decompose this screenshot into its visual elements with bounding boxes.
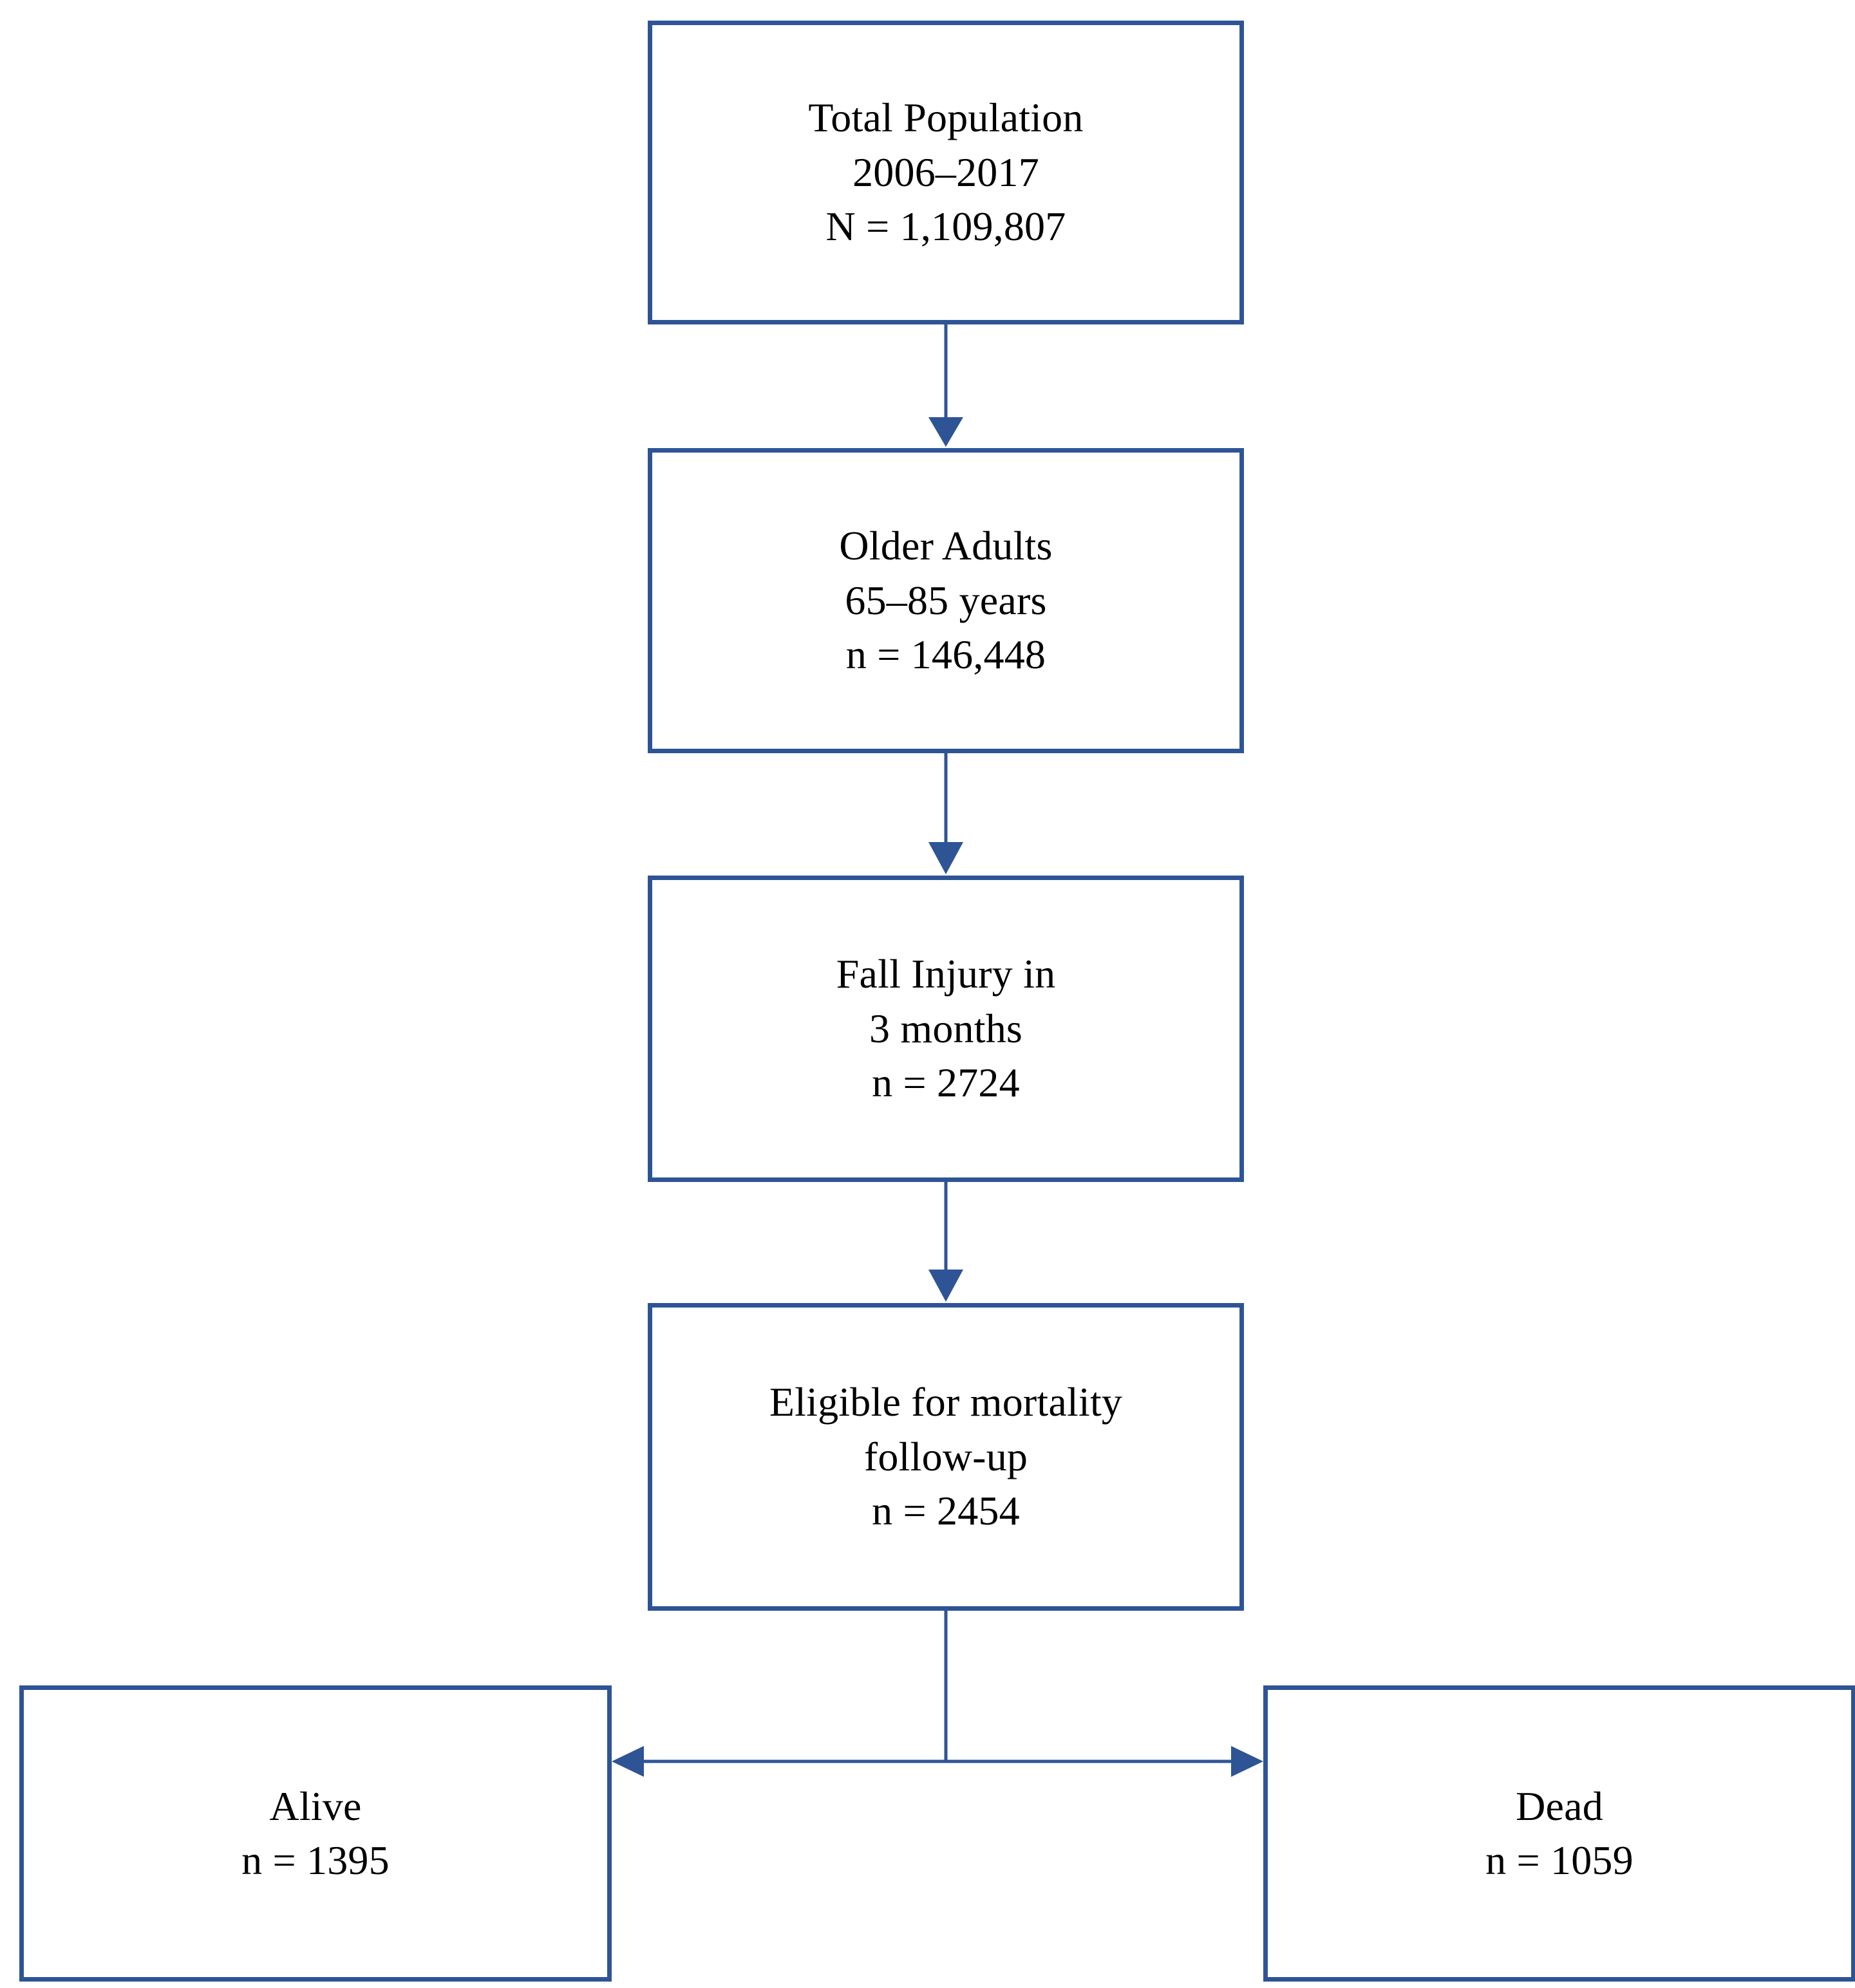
node-line: Fall Injury in (836, 951, 1056, 997)
node-line: Older Adults (839, 523, 1053, 569)
edge-fall-to-eligible (928, 1182, 963, 1302)
node-total-population[interactable] (648, 21, 1244, 324)
node-line: n = 146,448 (845, 632, 1046, 678)
node-line: Dead (1516, 1783, 1603, 1829)
node-line: 3 months (869, 1005, 1023, 1051)
node-eligible-followup[interactable] (648, 1303, 1244, 1611)
node-dead[interactable] (1263, 1685, 1855, 1982)
node-line: n = 2454 (872, 1488, 1020, 1534)
node-older-adults[interactable] (648, 448, 1244, 753)
edge-older-to-fall (928, 753, 963, 874)
node-line: N = 1,109,807 (825, 203, 1066, 250)
node-line: 65–85 years (845, 577, 1047, 623)
node-line: 2006–2017 (852, 149, 1039, 195)
node-line: n = 1059 (1485, 1837, 1634, 1883)
node-line: Eligible for mortality (769, 1379, 1123, 1425)
node-line: n = 2724 (872, 1060, 1020, 1106)
edge-total-to-older (928, 324, 963, 447)
node-line: Total Population (808, 95, 1084, 141)
node-line: follow-up (863, 1433, 1028, 1479)
node-line: Alive (269, 1783, 362, 1829)
node-line: n = 1395 (241, 1837, 390, 1883)
node-alive[interactable] (19, 1685, 612, 1982)
node-fall-injury[interactable] (648, 876, 1244, 1182)
edge-eligible-split (612, 1611, 1263, 1777)
